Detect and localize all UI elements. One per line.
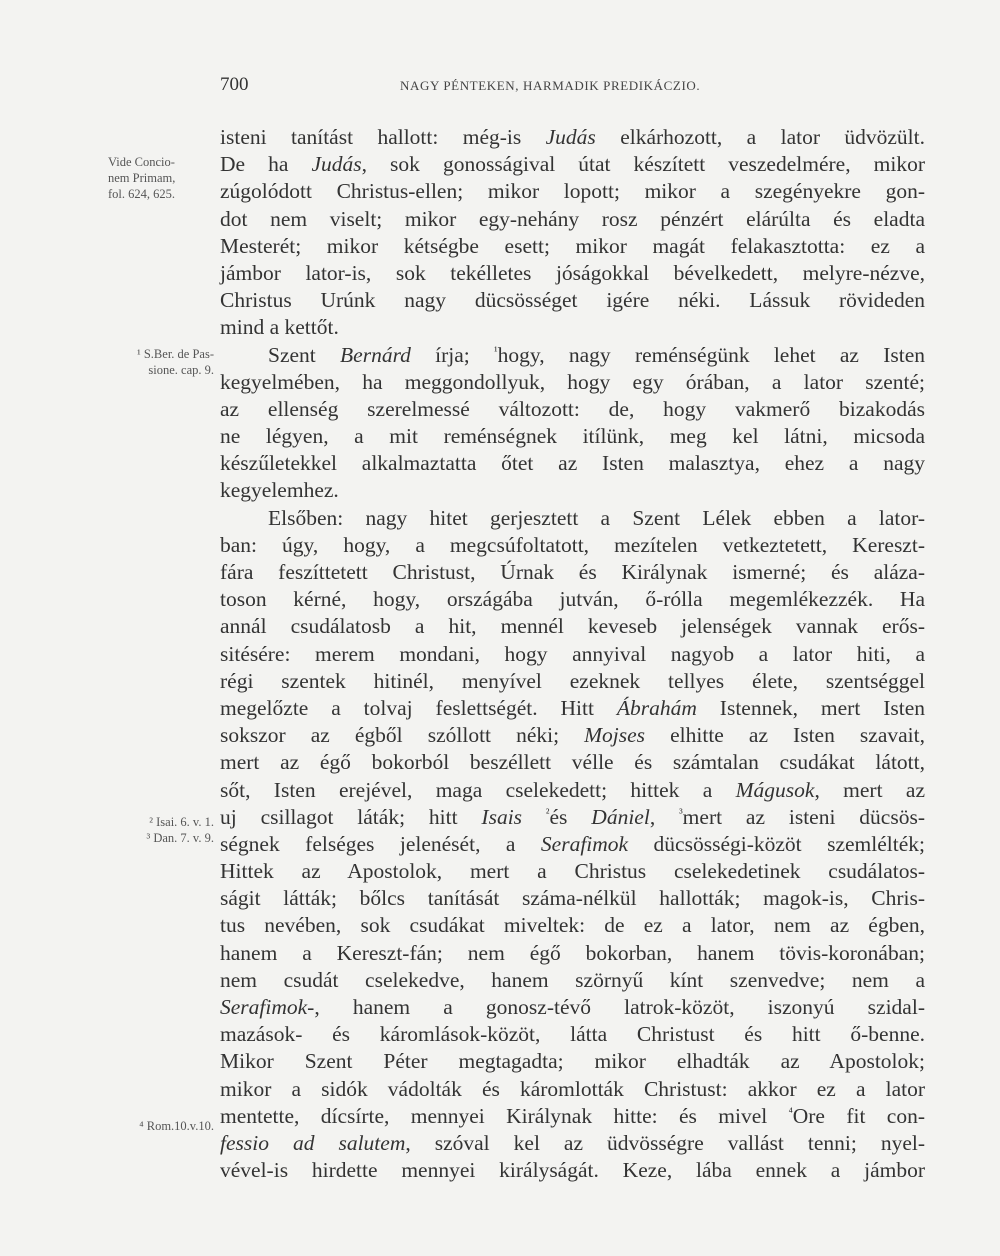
footnote-marker: ⁴ <box>788 1104 793 1119</box>
footnote-marker: ¹ <box>494 343 498 358</box>
text-line <box>220 287 925 314</box>
text-segment: mert az isteni dücsös- <box>682 804 925 829</box>
italic-text: Dániel <box>591 804 650 829</box>
text-line <box>220 1048 925 1075</box>
text-segment: , sok gonosságival útat készített veszedelmére, mikor <box>361 152 925 177</box>
text-line <box>220 695 925 722</box>
text-segment: mert az égő bokorból beszéllett vélle és számtalan csudákat látott, <box>220 750 925 775</box>
text-line <box>220 641 925 668</box>
text-line <box>220 804 925 831</box>
text-line <box>220 233 925 260</box>
italic-text: Mojses <box>584 723 646 748</box>
text-line <box>220 178 925 205</box>
text-line <box>220 1076 925 1103</box>
margin-note-line: ¹ S.Ber. de Pas- <box>136 347 214 361</box>
text-segment: , szóval kel az üdvösségre vallást tenni; nyel- <box>405 1130 925 1155</box>
text-line <box>220 450 925 477</box>
margin-note-isaias-daniel <box>108 814 214 846</box>
text-line <box>220 749 925 776</box>
text-segment: dot nem viselt; mikor egy-nehány rosz pénzért elárúlta és eladta <box>220 206 925 231</box>
text-line <box>220 124 925 151</box>
running-title: NAGY PÉNTEKEN, HARMADIK PREDIKÁCZIO. <box>400 78 701 93</box>
text-segment: zúgolódott Christus-ellen; mikor lopott; mikor a szegényekre gon- <box>220 179 925 204</box>
text-segment: ne légyen, a mit reménségnek itílünk, meg kel látni, micsoda <box>220 424 925 449</box>
italic-text: Ábrahám <box>616 695 697 720</box>
text-segment: Christus Urúnk nagy dücsösséget igére néki. Lássuk rövideden <box>220 288 925 313</box>
text-line <box>220 1103 925 1130</box>
text-segment: Istennek, mert Isten <box>696 695 925 720</box>
text-segment: írja; <box>410 342 495 367</box>
italic-text: Isais <box>481 804 523 829</box>
body-text <box>220 124 925 1184</box>
text-line <box>220 940 925 967</box>
text-segment: Ore fit con- <box>792 1103 925 1128</box>
text-line <box>220 1021 925 1048</box>
text-segment: hanem a Kereszt-fán; nem égő bokorban, hanem tövis-koronában; <box>220 940 925 965</box>
italic-text: Mágusok <box>735 777 815 802</box>
italic-text: Serafimok <box>540 831 629 856</box>
text-segment: jámbor lator-is, sok tekélletes jóságokkal bévelkedett, melyre-nézve, <box>220 260 925 285</box>
page-header <box>220 74 940 98</box>
text-segment: Mikor Szent Péter megtagadta; mikor elhadták az Apostolok; <box>220 1049 925 1074</box>
text-segment: tus nevében, sok csudákat miveltek: de ez a lator, nem az égben, <box>220 913 925 938</box>
text-segment: sitésére: merem mondani, hogy annyival nagyob a lator hiti, a <box>220 641 925 666</box>
footnote-marker: ² <box>545 805 550 820</box>
text-line <box>220 314 925 341</box>
text-line <box>220 1157 925 1184</box>
text-segment: ségnek felséges jelenését, a <box>220 831 541 856</box>
page-number: 700 <box>220 74 249 95</box>
text-line <box>220 151 925 178</box>
text-line <box>220 831 925 858</box>
text-line <box>220 1130 925 1157</box>
text-segment: ban: úgy, hogy, a megcsúfoltatott, mezítelen vetkeztetett, Kereszt- <box>220 532 925 557</box>
text-line <box>220 423 925 450</box>
text-segment: , hanem a gonosz-tévő latrok-közöt, iszonyú szidal- <box>314 995 925 1019</box>
text-line <box>220 396 925 423</box>
text-line <box>220 369 925 396</box>
text-line <box>220 967 925 994</box>
text-line <box>220 505 925 532</box>
margin-note-line: Vide Concio- <box>108 155 175 169</box>
text-segment: , <box>649 804 680 829</box>
text-segment: Elsőben: nagy hitet gerjesztett a Szent Lélek ebben a lator- <box>268 505 925 530</box>
text-segment: az ellenség szerelmessé változott: de, hogy vakmerő bizakodás <box>220 396 925 421</box>
text-line <box>220 994 925 1021</box>
text-line <box>220 260 925 287</box>
text-segment: vével-is hirdette mennyei királyságát. Keze, lába ennek a jámbor <box>220 1158 925 1183</box>
text-segment: mentette, dícsírte, mennyei Királynak hitte: és mivel <box>220 1103 789 1128</box>
text-segment <box>522 805 546 829</box>
text-line <box>220 559 925 586</box>
text-segment: elhitte az Isten szavait, <box>645 723 925 748</box>
text-segment: fára feszíttetett Christust, Úrnak és Királynak ismerné; és aláza- <box>220 560 925 584</box>
text-segment: kegyelmében, ha meggondollyuk, hogy egy órában, a lator szenté; <box>220 369 925 394</box>
text-segment: annál csudálatosb a hit, mennél keveseb jelenségek vannak erős- <box>220 614 925 639</box>
italic-text: Judás <box>311 152 362 177</box>
margin-note-line: ³ Dan. 7. v. 9. <box>146 831 214 845</box>
text-segment: sokszor az égből szóllott néki; <box>220 723 585 748</box>
italic-text: Judás <box>545 125 596 149</box>
margin-note-vide-concionem <box>108 154 214 202</box>
text-line <box>220 477 925 504</box>
footnote-marker: ³ <box>679 805 683 820</box>
text-segment: Szent <box>268 342 341 367</box>
text-segment: régi szentek hitinél, menyível ezeknek tellyes élete, szentséggel <box>220 668 925 693</box>
text-segment: De ha <box>220 152 312 177</box>
text-segment: megelőzte a tolvaj feslettségét. Hitt <box>220 695 617 720</box>
italic-text: Bernárd <box>340 342 411 367</box>
text-line <box>220 586 925 613</box>
text-segment: Mesterét; mikor kétségbe esett; mikor magát felakasztotta: ez a <box>220 233 925 258</box>
text-segment: dücsösségi-közöt szemlélték; <box>628 831 925 856</box>
text-line <box>220 858 925 885</box>
italic-text: fessio ad salutem <box>220 1130 406 1155</box>
text-line <box>220 206 925 233</box>
margin-note-line: ² Isai. 6. v. 1. <box>149 815 214 829</box>
text-segment: készűletekkel alkalmaztatta őtet az Isten malasztya, ehez a nagy <box>220 451 925 476</box>
margin-note-line: nem Primam, <box>108 171 176 185</box>
margin-note-bernard <box>108 346 214 378</box>
margin-note-line: sione. cap. 9. <box>148 363 214 377</box>
text-line <box>220 885 925 912</box>
text-line <box>220 722 925 749</box>
text-line <box>220 912 925 939</box>
text-segment: isteni tanítást hallott: még-is <box>220 125 546 149</box>
text-segment: uj csillagot láták; hitt <box>220 804 482 829</box>
margin-note-line: ⁴ Rom.10.v.10. <box>139 1119 214 1133</box>
text-line <box>220 668 925 695</box>
text-segment: mind a kettőt. <box>220 315 339 340</box>
margin-note-romans <box>108 1118 214 1134</box>
text-segment: Hittek az Apostolok, mert a Christus cselekedetinek csudálatos- <box>220 859 925 884</box>
italic-text: Serafimok- <box>220 995 315 1019</box>
text-segment: kegyelemhez. <box>220 478 339 503</box>
text-segment: és <box>549 804 592 829</box>
text-line <box>220 342 925 369</box>
text-line <box>220 532 925 559</box>
text-line <box>220 777 925 804</box>
text-segment: elkárhozott, a lator üdvözült. <box>595 125 925 149</box>
text-segment: mikor a sidók vádolták és káromlották Christust: akkor ez a lator <box>220 1076 925 1101</box>
text-segment: , mert az <box>814 777 925 802</box>
text-segment: mazások- és káromlások-közöt, látta Christust és hitt ő-benne. <box>220 1022 925 1047</box>
margin-note-line: fol. 624, 625. <box>108 187 176 201</box>
text-segment: sőt, Isten erejével, maga cselekedett; hittek a <box>220 777 736 802</box>
text-segment: hogy, nagy reménségünk lehet az Isten <box>497 342 925 367</box>
text-line <box>220 613 925 640</box>
text-segment: toson kérné, hogy, országába jutván, ő-rólla megemlékezzék. Ha <box>220 587 925 612</box>
text-segment: nem csudát cselekedve, hanem szörnyű kínt szenvedve; nem a <box>220 967 925 992</box>
text-segment: ságit látták; bőlcs tanítását száma-nélkül hallották; magok-is, Chris- <box>220 886 925 911</box>
